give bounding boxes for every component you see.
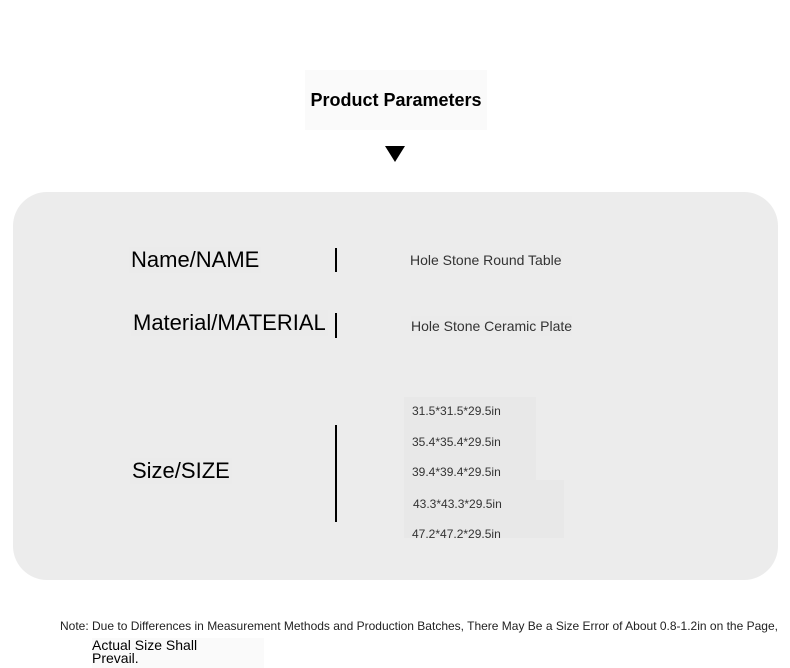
material-divider <box>335 313 337 338</box>
name-label: Name/NAME <box>131 247 260 272</box>
page-title: Product Parameters <box>310 89 482 110</box>
size-value-2: 35.4*35.4*29.5in <box>412 435 501 449</box>
title-box <box>305 70 487 130</box>
size-value-1: 31.5*31.5*29.5in <box>412 404 501 418</box>
name-divider <box>335 248 337 272</box>
size-note-tail: Actual Size Shall Prevail. <box>92 637 198 666</box>
material-value: Hole Stone Ceramic Plate <box>411 318 573 334</box>
size-divider <box>335 425 337 522</box>
name-value: Hole Stone Round Table <box>410 252 562 268</box>
size-value-5: 47.2*47.2*29.5in <box>412 527 501 541</box>
parameters-panel <box>13 192 778 580</box>
size-label: Size/SIZE <box>132 458 230 483</box>
material-label: Material/MATERIAL <box>133 310 326 335</box>
down-triangle-icon <box>385 146 405 162</box>
size-note: Note: Due to Differences in Measurement Methods and Production Batches, There May Be a Size Error of About 0.8-1.2in on the Page, <box>60 619 778 633</box>
size-value-4: 43.3*43.3*29.5in <box>413 497 502 511</box>
size-value-3: 39.4*39.4*29.5in <box>412 465 501 479</box>
